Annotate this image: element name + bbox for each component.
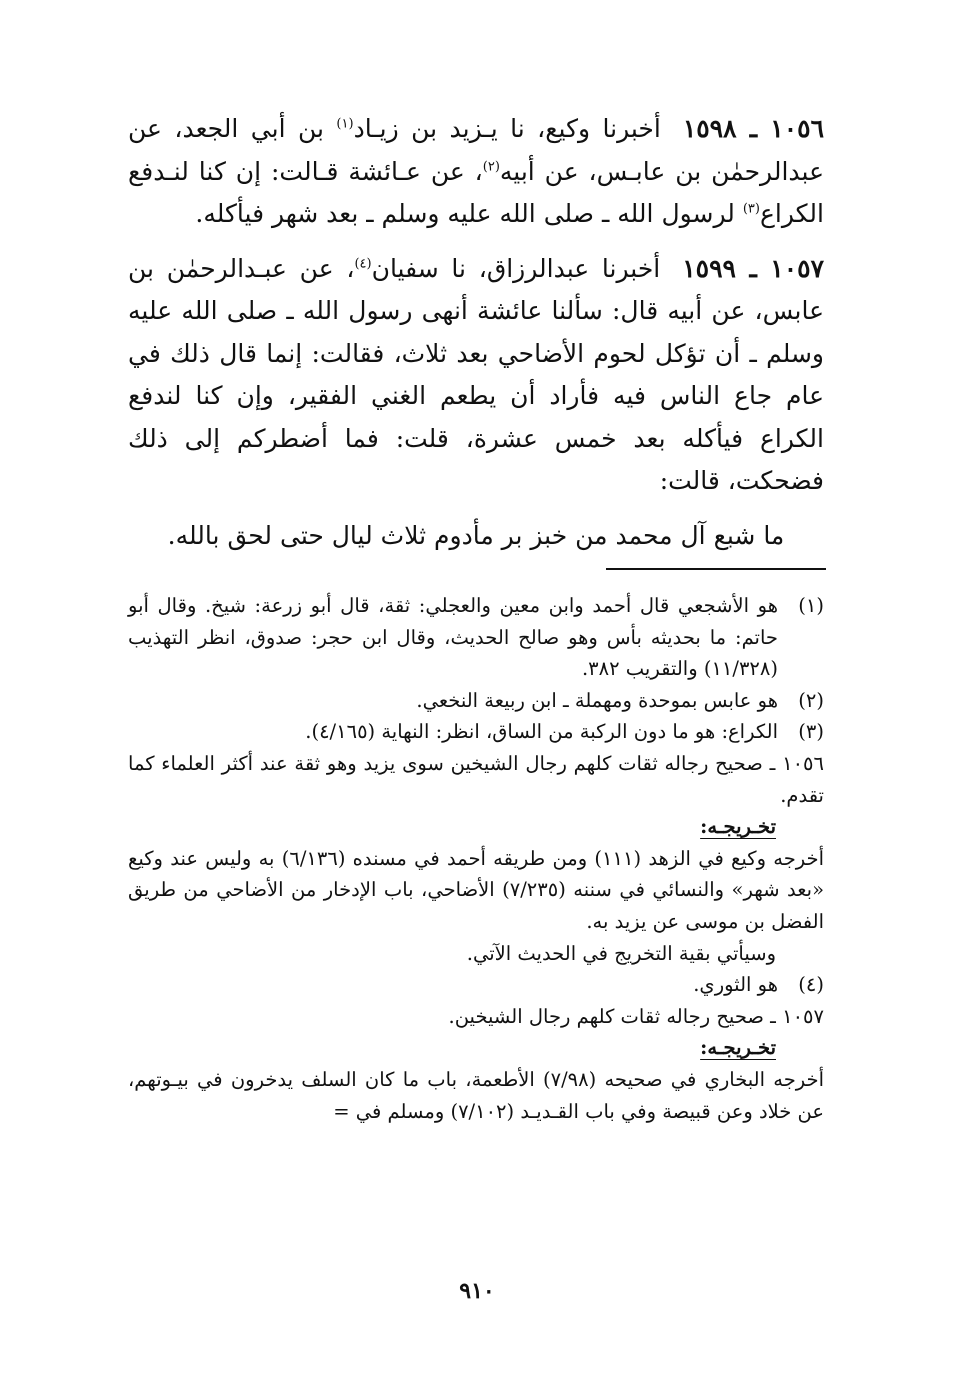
hadith-1057	[128, 248, 824, 503]
footnote-marker: (١)	[336, 116, 354, 132]
takhrij-heading: تخـريجـه:	[700, 1036, 776, 1060]
comment-label: ١٠٥٧ ـ	[770, 1004, 824, 1028]
footnote-label: (٢)	[798, 688, 824, 712]
footnotes	[128, 590, 824, 1127]
footnote-text: هو الأشجعي قال أحمد وابن معين والعجلي: ثقة، قال أبو زرعة: شيخ. وقال أبو حاتم: ما بحديثه بأس وهو صالح الحديث، وقال ابن حجر: صدوق، انظر التهذيب (١١/٣٢٨) والتقريب ٣٨٢.	[128, 594, 778, 681]
footnote-2	[128, 685, 824, 717]
footnote-label: (٤)	[798, 973, 824, 997]
hadith-text: ، عن عـائشة قـالت: إن كنا لنـدفع الكراع	[128, 156, 824, 228]
footnote-marker: (٢)	[482, 159, 500, 175]
comment-text: صحيح رجاله ثقات كلهم رجال الشيخين سوى يزيد وهو ثقة عند أكثر العلماء كما تقدم.	[128, 751, 824, 807]
hadith-number: ١٠٥٦ ـ ١٥٩٨	[682, 114, 824, 143]
hadith-1056	[128, 108, 824, 236]
footnote-1	[128, 590, 824, 685]
footnote-separator	[606, 568, 826, 570]
takhrij-paragraph: وسيأتي بقية التخريج في الحديث الآتي.	[466, 941, 776, 965]
comment-1057	[128, 1001, 824, 1033]
takhrij-heading: تخـريجـه:	[700, 815, 776, 839]
hadith-text: أخبرنا وكيع، نا يـزيد بن زيـاد	[353, 114, 661, 143]
comment-text: صحيح رجاله ثقات كلهم رجال الشيخين.	[448, 1004, 764, 1028]
page-number: ٩١٠	[459, 1278, 495, 1304]
footnote-3	[128, 716, 824, 748]
footnote-text: هو عابس بموحدة ومهملة ـ ابن ربيعة النخعي.	[416, 688, 778, 712]
hadith-text: أخبرنا عبدالرزاق، نا سفيان	[371, 253, 661, 283]
comment-label: ١٠٥٦ ـ	[769, 751, 824, 775]
footnote-label: (١)	[798, 594, 824, 617]
main-text	[128, 108, 824, 557]
takhrij-paragraph: أخرجه وكيع في الزهد (١١١) ومن طريقه أحمد في مسنده (٦/١٣٦) به وليس عند وكيع «بعد شهر» والنسائي في سننه (٧/٢٣٥) الأضاحي، باب الإدخار من الأضاحي من طريق الفضل بن موسى عن يزيد به.	[128, 846, 825, 933]
comment-1056	[128, 748, 824, 811]
footnote-text: الكراع: هو ما دون الركبة من الساق، انظر: النهاية (٤/١٦٥).	[305, 720, 778, 744]
footnote-marker: (٤)	[354, 256, 372, 272]
footnote-4	[128, 969, 824, 1001]
footnote-label: (٣)	[798, 720, 824, 744]
quoted-saying: ما شبع آل محمد من خبز بر مأدوم ثلاث ليال حتى لحق بالله.	[167, 520, 785, 550]
footnote-marker: (٣)	[742, 201, 760, 217]
hadith-number: ١٠٥٧ ـ ١٥٩٩	[682, 253, 824, 283]
takhrij-paragraph: أخرجه البخاري في صحيحه (٧/٩٨) الأطعمة، باب ما كان السلف يدخرون في بيـوتهم، عن خلاد وعن قبيصة وفي باب القـديـد (٧/١٠٢) ومسلم في =	[128, 1067, 824, 1123]
footnote-text: هو الثوري.	[693, 973, 778, 997]
hadith-text: ، عن عبـدالرحمٰن بن عابس، عن أبيه قال: سألنا عائشة أنهى رسول الله ـ صلى الله عليه وسلم ـ أن تؤكل لحوم الأضاحي بعد ثلاث، فقالت: إنما قال ذلك في عام جاع الناس فيه فأراد أن يطعم الغني الفقير، وإن كنا لندفع الكراع فيأكله بعد خمس عشرة، قلت: فما أضطركم إلى ذلك فضحكت، قالت:	[128, 253, 824, 495]
hadith-text: لرسول الله ـ صلى الله عليه وسلم ـ بعد شهر فيأكله.	[195, 199, 743, 228]
hadith-text: بن أبي الجعد، عن عبدالرحمٰن بن عابـس، عن أبيه	[128, 114, 824, 186]
